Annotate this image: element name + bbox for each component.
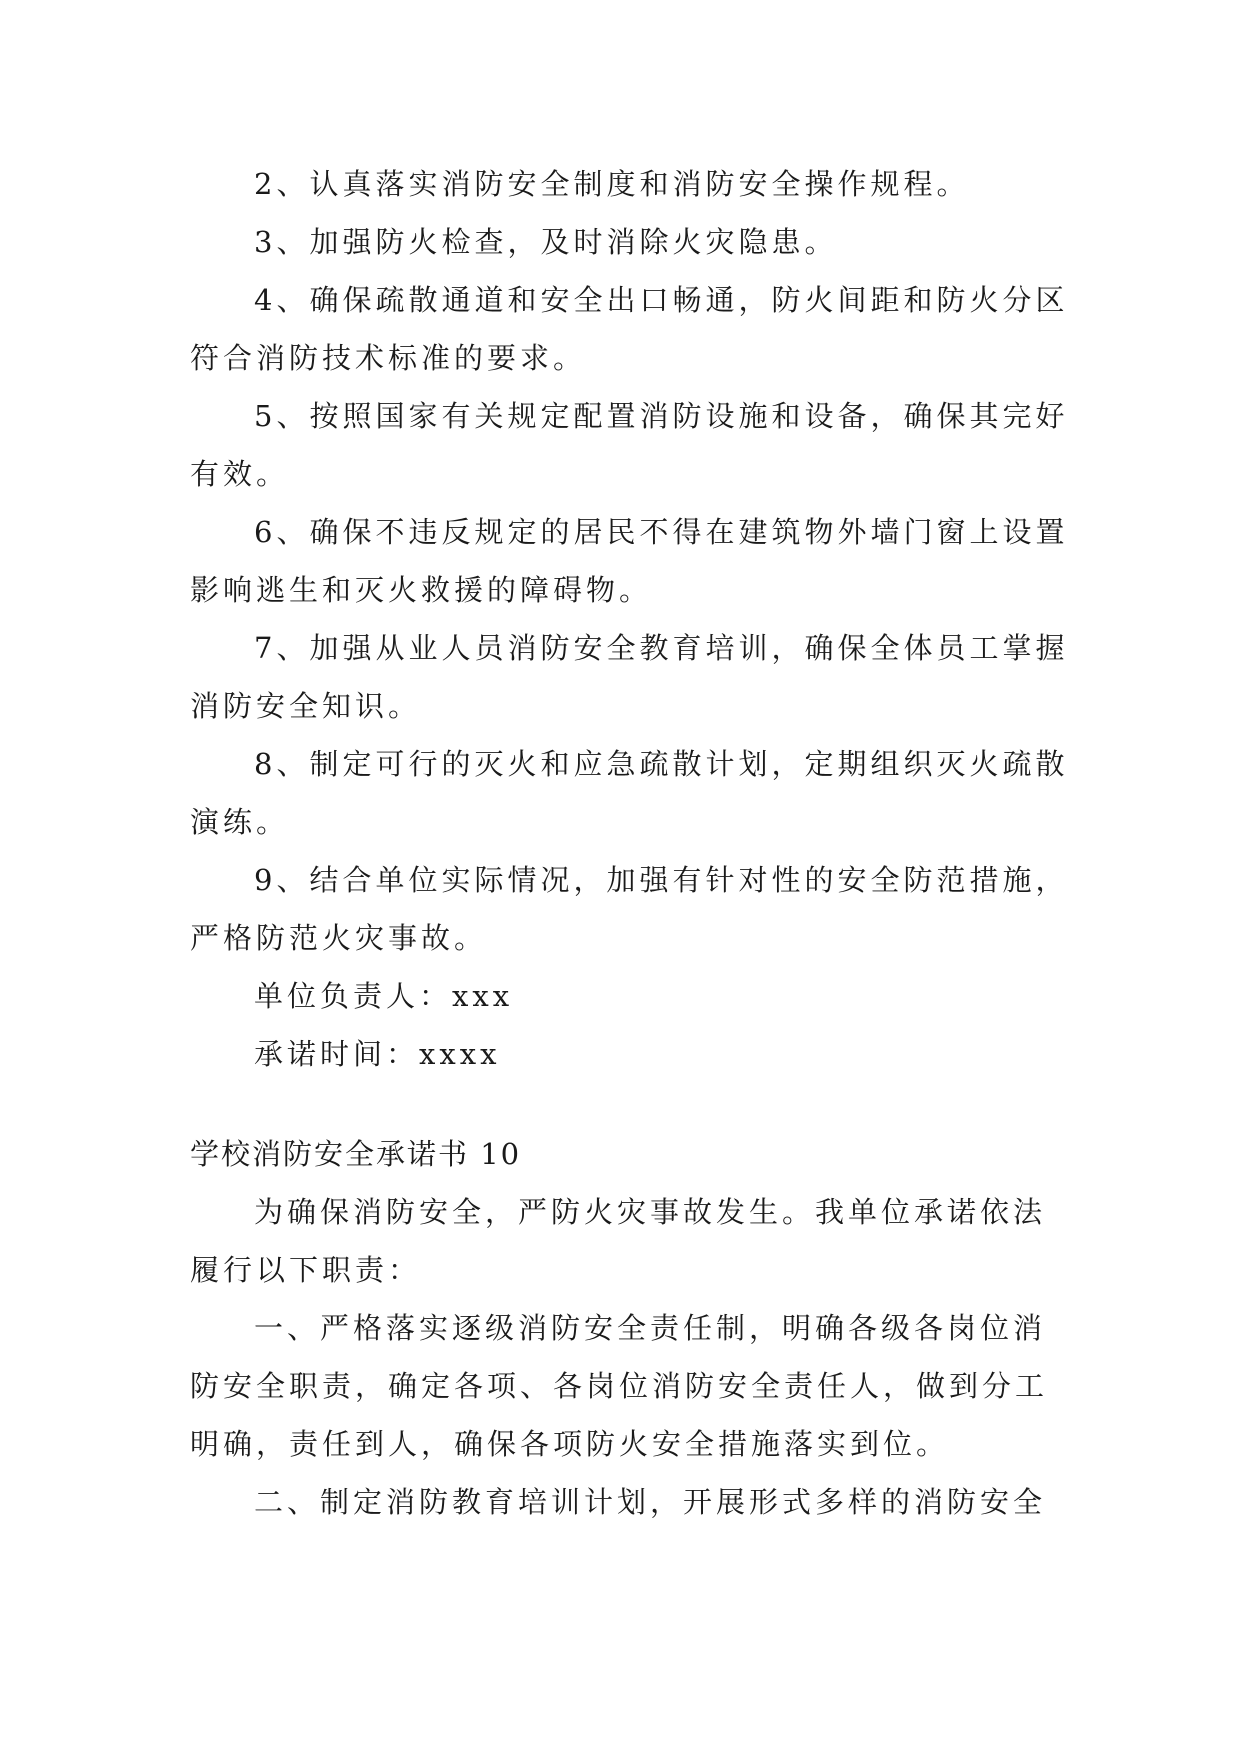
item-8: 8、制定可行的灭火和应急疏散计划，定期组织灭火疏散演练。 xyxy=(190,747,1069,839)
item-6: 6、确保不违反规定的居民不得在建筑物外墙门窗上设置影响逃生和灭火救援的障碍物。 xyxy=(190,515,1069,607)
signer-line: 单位负责人：xxx xyxy=(254,979,514,1013)
intro-paragraph: 为确保消防安全，严防火灾事故发生。我单位承诺依法履行以下职责： xyxy=(190,1195,1047,1287)
item-7: 7、加强从业人员消防安全教育培训，确保全体员工掌握消防安全知识。 xyxy=(190,631,1069,723)
item-2: 2、认真落实消防安全制度和消防安全操作规程。 xyxy=(254,167,970,201)
item-9: 9、结合单位实际情况，加强有针对性的安全防范措施，严格防范火灾事故。 xyxy=(190,863,1069,955)
item-5: 5、按照国家有关规定配置消防设施和设备，确保其完好有效。 xyxy=(190,399,1069,491)
section-title: 学校消防安全承诺书 10 xyxy=(190,1137,522,1171)
commitment-block-9 xyxy=(190,155,1070,1083)
duty-item-2: 二、制定消防教育培训计划，开展形式多样的消防安全 xyxy=(254,1485,1047,1519)
date-line: 承诺时间：xxxx xyxy=(254,1037,501,1071)
duty-item-1: 一、严格落实逐级消防安全责任制，明确各级各岗位消防安全职责，确定各项、各岗位消防安全责任人，做到分工明确，责任到人，确保各项防火安全措施落实到位。 xyxy=(190,1311,1049,1461)
item-3: 3、加强防火检查，及时消除火灾隐患。 xyxy=(254,225,838,259)
item-4: 4、确保疏散通道和安全出口畅通，防火间距和防火分区符合消防技术标准的要求。 xyxy=(190,283,1069,375)
commitment-block-10 xyxy=(190,1125,1070,1531)
